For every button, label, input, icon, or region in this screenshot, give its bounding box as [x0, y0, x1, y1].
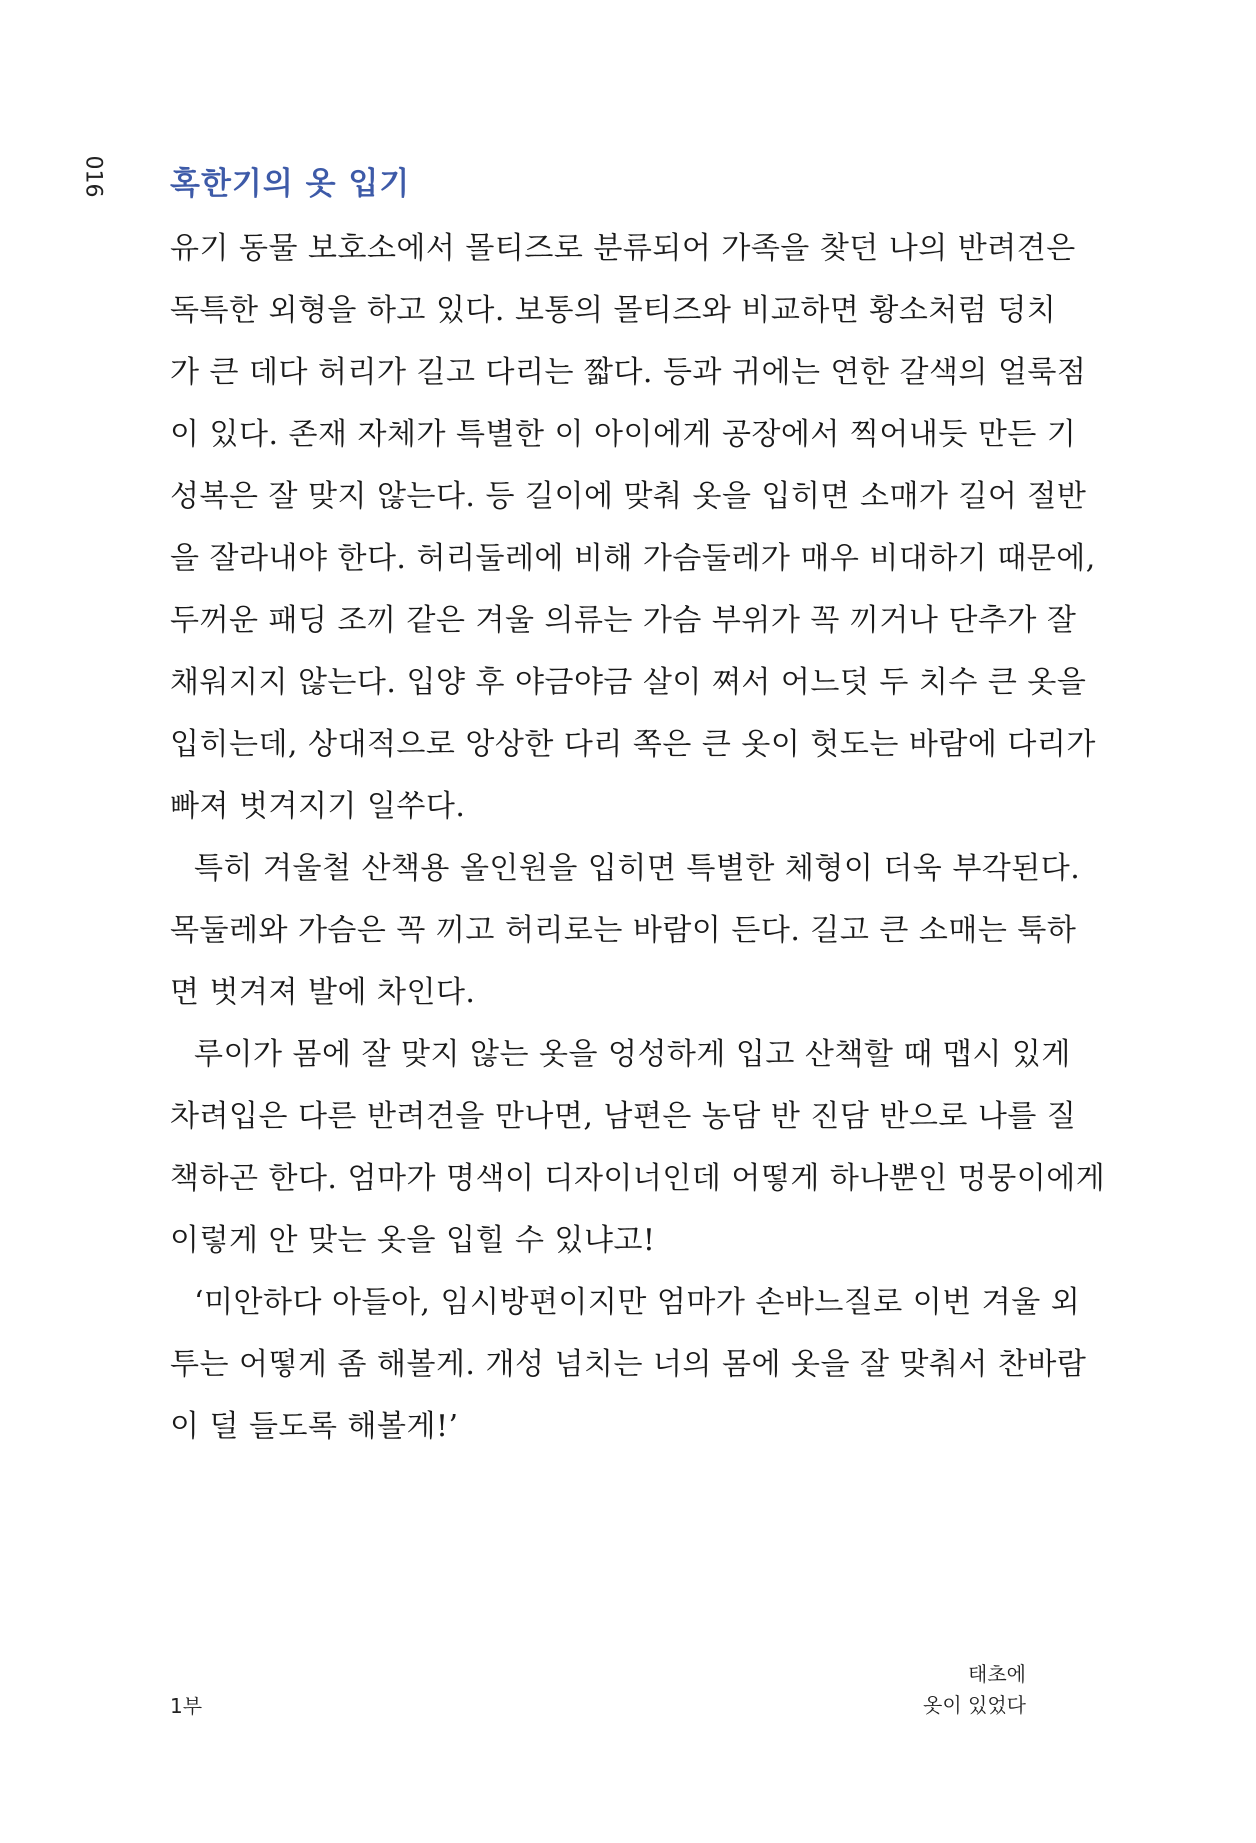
body-text	[170, 218, 1106, 1458]
text-line: ‘미안하다 아들아, 임시방편이지만 엄마가 손바느질로 이번 겨울 외	[194, 1285, 1081, 1320]
text-line: 을 잘라내야 한다. 허리둘레에 비해 가슴둘레가 매우 비대하기 때문에,	[170, 541, 1096, 576]
text-line: 특히 겨울철 산책용 올인원을 입히면 특별한 체형이 더욱 부각된다.	[194, 851, 1081, 886]
text-line: 채워지지 않는다. 입양 후 야금야금 살이 쪄서 어느덧 두 치수 큰 옷을	[170, 665, 1087, 700]
text-line: 성복은 잘 맞지 않는다. 등 길이에 맞춰 옷을 입히면 소매가 길어 절반	[170, 479, 1087, 514]
footer-part-label: 1부	[170, 1694, 203, 1718]
text-line: 이 덜 들도록 해볼게!’	[170, 1409, 459, 1444]
text-line: 루이가 몸에 잘 맞지 않는 옷을 엉성하게 입고 산책할 때 맵시 있게	[194, 1037, 1071, 1072]
page-number: 016	[80, 155, 106, 198]
text-line: 차려입은 다른 반려견을 만나면, 남편은 농담 반 진담 반으로 나를 질	[170, 1099, 1077, 1134]
footer-book-title-line1: 태초에	[968, 1662, 1026, 1686]
footer-book-title-line2: 옷이 있었다	[923, 1693, 1026, 1717]
text-line: 투는 어떻게 좀 해볼게. 개성 넘치는 너의 몸에 옷을 잘 맞춰서 찬바람	[170, 1347, 1087, 1382]
text-line: 빠져 벗겨지기 일쑤다.	[170, 789, 466, 824]
text-line: 독특한 외형을 하고 있다. 보통의 몰티즈와 비교하면 황소처럼 덩치	[170, 293, 1057, 328]
footer-book-title	[923, 1659, 1026, 1721]
paragraph	[170, 1272, 1087, 1458]
text-line: 유기 동물 보호소에서 몰티즈로 분류되어 가족을 찾던 나의 반려견은	[170, 231, 1076, 266]
chapter-title: 혹한기의 옷 입기	[170, 166, 411, 202]
text-line: 입히는데, 상대적으로 앙상한 다리 쪽은 큰 옷이 헛도는 바람에 다리가	[170, 727, 1096, 762]
text-line: 책하곤 한다. 엄마가 명색이 디자이너인데 어떻게 하나뿐인 멍뭉이에게	[170, 1161, 1106, 1196]
paragraph	[170, 1024, 1106, 1272]
paragraph	[170, 218, 1096, 838]
text-line: 이 있다. 존재 자체가 특별한 이 아이에게 공장에서 찍어내듯 만든 기	[170, 417, 1077, 452]
text-line: 면 벗겨져 발에 차인다.	[170, 975, 476, 1010]
text-line: 이렇게 안 맞는 옷을 입힐 수 있냐고!	[170, 1223, 656, 1258]
text-line: 목둘레와 가슴은 꼭 끼고 허리로는 바람이 든다. 길고 큰 소매는 툭하	[170, 913, 1077, 948]
paragraph	[170, 838, 1081, 1024]
text-line: 두꺼운 패딩 조끼 같은 겨울 의류는 가슴 부위가 꼭 끼거나 단추가 잘	[170, 603, 1077, 638]
text-line: 가 큰 데다 허리가 길고 다리는 짧다. 등과 귀에는 연한 갈색의 얼룩점	[170, 355, 1087, 390]
